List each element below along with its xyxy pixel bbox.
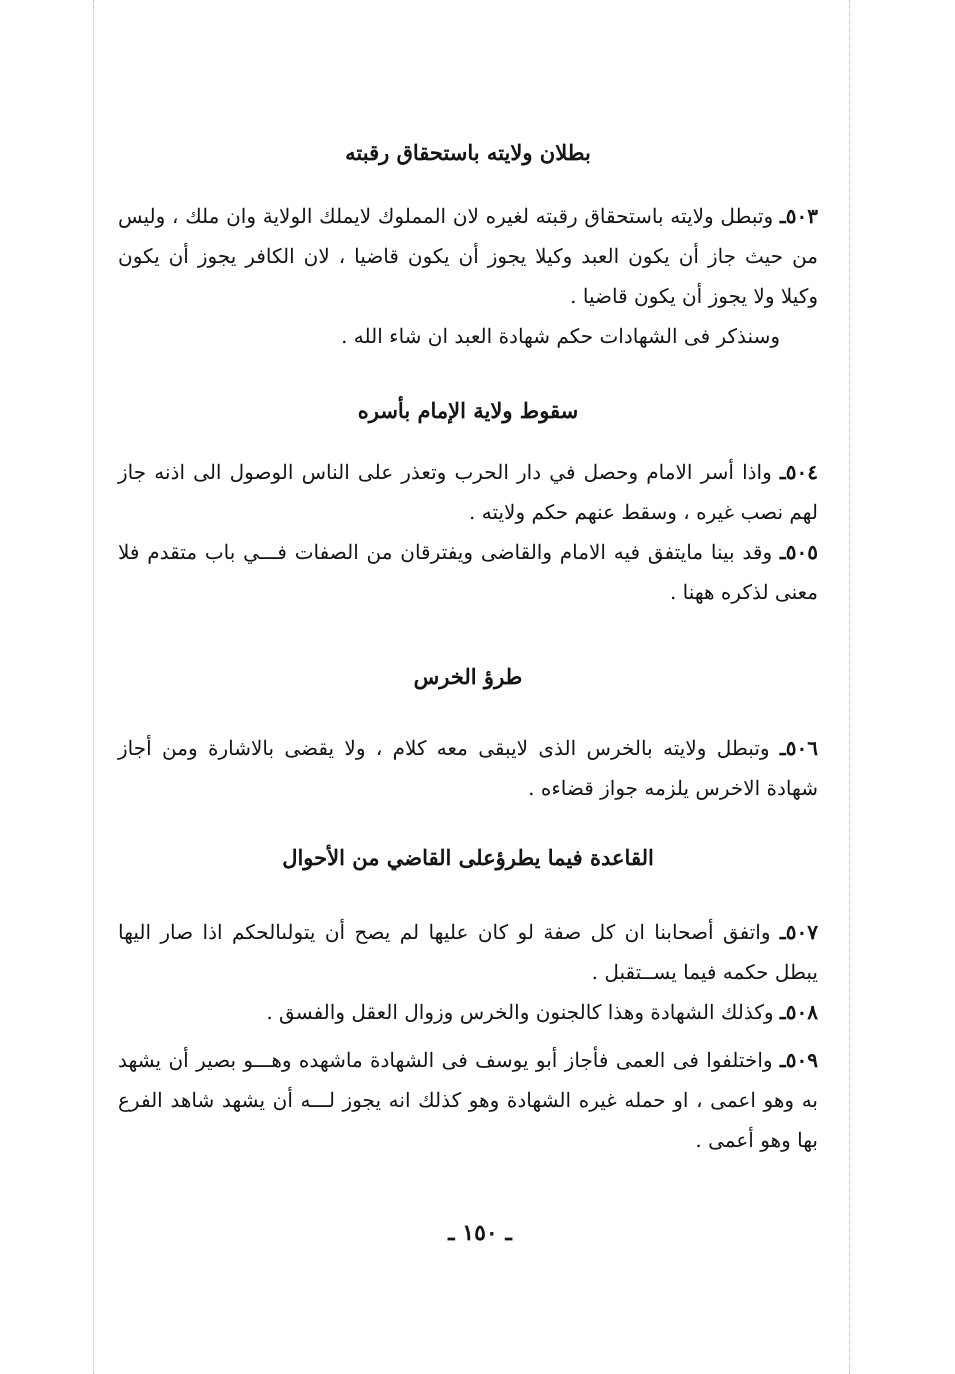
paragraph-text: واختلفوا فى العمى فأجاز أبو يوسف فى الشهادة ماشهده وهـــو بصير أن يشهد به وهو اعمى ، او حمله غيره الشهادة وهو كذلك انه يجوز لـــه أن يشهد شاهد الفرع بها وهو أعمى . [118, 1048, 818, 1152]
paragraph-text: وكذلك الشهادة وهذا كالجنون والخرس وزوال العقل والفسق . [266, 1000, 774, 1024]
paragraph-number: ٥٠٧ـ [779, 920, 819, 944]
paragraph-number: ٥٠٣ـ [779, 204, 818, 228]
paragraph-508 [118, 992, 818, 1032]
section-heading-muteness: طرؤ الخرس [413, 664, 523, 689]
page-number: ـ ١٥٠ ـ [448, 1220, 512, 1246]
paragraph-text: واذا أسر الامام وحصل في دار الحرب وتعذر على الناس الوصول الى اذنه جاز لهم نصب غيره ، وسقط عنهم حكم ولايته . [118, 460, 818, 524]
paragraph-number: ٥٠٤ـ [779, 460, 819, 484]
margin-guide-left [93, 0, 94, 1374]
section-body-judge-conditions [118, 912, 818, 1160]
paragraph-505 [118, 532, 818, 612]
section-body-imam-captivity [118, 452, 818, 612]
paragraph-506 [118, 728, 818, 808]
paragraph-number: ٥٠٩ـ [779, 1048, 818, 1072]
paragraph-text: وتبطل ولايته بالخرس الذى لايبقى معه كلام ، ولا يقضى بالاشارة ومن أجاز شهادة الاخرس يلزمه جواز قضاءه . [118, 736, 818, 800]
section-heading-judge-conditions: القاعدة فيما يطرؤعلى القاضي من الأحوال [282, 845, 654, 870]
section-body-invalid-authority [118, 196, 818, 356]
paragraph-number: ٥٠٨ـ [779, 1000, 818, 1024]
paragraph-number: ٥٠٦ـ [779, 736, 818, 760]
paragraph-507 [118, 912, 818, 992]
margin-guide-right [849, 0, 850, 1374]
paragraph-509 [118, 1040, 818, 1160]
paragraph-number: ٥٠٥ـ [779, 540, 818, 564]
section-heading-imam-captivity: سقوط ولاية الإمام بأسره [357, 398, 579, 423]
paragraph-text: واتفق أصحابنا ان كل صفة لو كان عليها لم يصح أن يتولىالحكم اذا صار اليها يبطل حكمه فيما يســتقبل . [118, 920, 818, 984]
section-heading-invalid-authority: بطلان ولايته باستحقاق رقبته [345, 140, 591, 165]
section-body-muteness [118, 728, 818, 808]
paragraph-503 [118, 196, 818, 316]
paragraph-text: وقد بينا مايتفق فيه الامام والقاضى ويفترقان من الصفات فـــي باب متقدم فلا معنى لذكره ههنا . [118, 540, 818, 604]
paragraph-504 [118, 452, 818, 532]
paragraph-text: وتبطل ولايته باستحقاق رقبته لغيره لان المملوك لايملك الولاية وان ملك ، وليس من حيث جاز أن يكون العبد وكيلا يجوز أن يكون قاضيا ، لان الكافر يجوز أن يكون وكيلا ولا يجوز أن يكون قاضيا . [118, 204, 818, 308]
paragraph-note: وسنذكر فى الشهادات حكم شهادة العبد ان شاء الله . [341, 324, 780, 348]
